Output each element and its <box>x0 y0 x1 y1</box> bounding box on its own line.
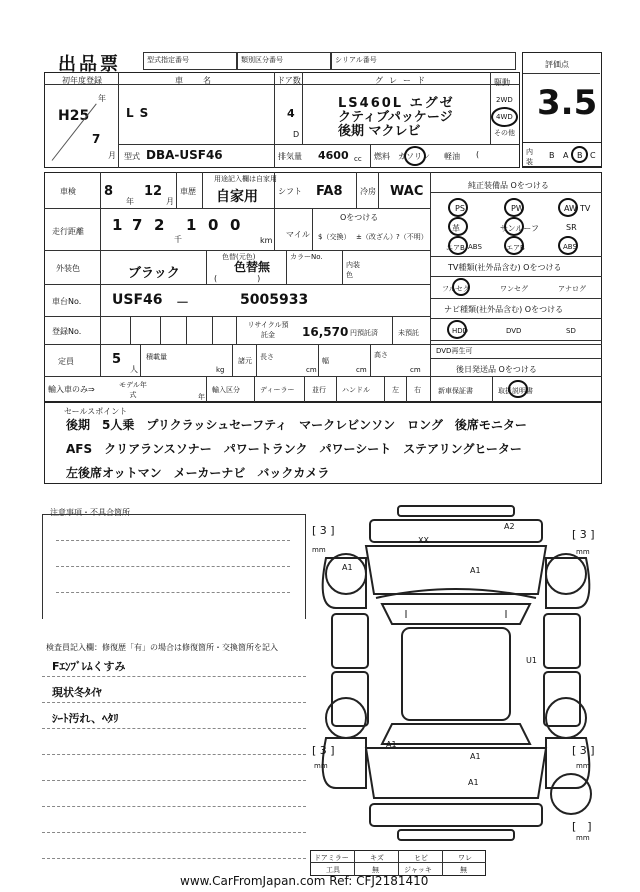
note-line <box>42 728 306 729</box>
opt-sunroof-circle <box>504 217 524 236</box>
opt-abs2: ABS <box>563 243 577 251</box>
bracket-lr-mm: mm <box>314 762 328 770</box>
opt-airbag: エアB <box>446 244 465 252</box>
bt-header-crack: ヒビ <box>414 854 428 862</box>
nav-hdd-circle <box>447 320 467 339</box>
mileage-label: 走行距離 <box>52 227 84 236</box>
tv-title: TV種類(社外品含む) Oをつける <box>448 263 562 272</box>
note-line <box>56 540 290 541</box>
insp-month-unit: 月 <box>166 197 174 206</box>
trunk <box>366 748 546 798</box>
right-front-wheel <box>546 554 586 594</box>
import-year: 年 <box>198 393 205 401</box>
bt-tools-value: 無 <box>372 866 379 874</box>
tv-fullseg: フルセグ <box>442 285 470 293</box>
mark-u1: U1 <box>526 656 537 665</box>
note-line <box>56 592 290 593</box>
capacity-unit: 人 <box>130 365 138 374</box>
fuel-gas: ガソリン <box>398 152 430 161</box>
opt-sunroof: サンルーフ <box>500 224 539 233</box>
sales-line-2: AFS クリアランスソナー パワートランク パワーシート ステアリングヒーター <box>66 442 522 456</box>
mileage-digit-2: 7 <box>132 216 143 234</box>
spare-wheel <box>551 774 591 814</box>
displacement: 4600 <box>318 149 349 162</box>
import-label: 輸入車のみ⇒ <box>48 385 95 394</box>
opt-abs: ABS <box>468 243 482 251</box>
chassis-number: 5005933 <box>240 292 309 308</box>
mileage-digit-3: 2 <box>154 216 165 234</box>
sales-points-label: セールスポイント <box>64 407 128 416</box>
model-year: モデル年式 <box>119 381 147 399</box>
drive-4wd-circle <box>491 107 518 127</box>
recycle-label: リサイクル預託金 <box>247 321 289 339</box>
mileage-thousand: 千 <box>174 235 182 244</box>
import-type: 輸入区分 <box>212 386 240 394</box>
year-unit: 年 <box>98 94 106 103</box>
bt-jack: ジャッキ <box>404 866 432 874</box>
fuel-diesel: 軽油 <box>444 152 460 161</box>
left-front-wheel <box>326 554 366 594</box>
handle: ハンドル <box>342 386 370 394</box>
doors-label: ドア数 <box>277 76 301 85</box>
hood <box>366 546 546 594</box>
nav-sd: SD <box>566 327 576 335</box>
mark-a1-hood: A1 <box>470 566 481 575</box>
interior-grade-c: C <box>590 151 596 160</box>
car-name-label: 車名 <box>175 76 231 85</box>
bt-jack-value: 無 <box>460 866 467 874</box>
mileage-digit-4: 1 <box>186 216 197 234</box>
recycle: 16,570 <box>302 325 349 339</box>
mileage-opt-exchange: $（交換） <box>318 233 351 241</box>
windshield <box>382 604 530 624</box>
color-label: 外装色 <box>56 264 80 273</box>
chassis-dash: － <box>176 296 190 311</box>
opt-abs2-circle <box>558 236 578 255</box>
note-line <box>56 566 290 567</box>
note-line <box>42 858 306 859</box>
header-field-1: 型式指定番号 <box>143 52 237 70</box>
opt-airbag-circle <box>448 236 468 255</box>
insp-month: 12 <box>144 184 163 199</box>
mark-a2: A2 <box>504 522 515 531</box>
repaint-label: 色替(元色) <box>222 253 256 261</box>
bt-header-mirror: ドアミラー <box>314 854 349 862</box>
usage-label: 車歴 <box>180 187 196 196</box>
opt-pw: PW <box>511 204 524 213</box>
front-panel <box>370 520 542 542</box>
drive-label: 駆動 <box>494 78 510 87</box>
drive-2wd: 2WD <box>496 96 513 104</box>
unpaid: 未預託 <box>398 329 419 337</box>
model: DBA-USF46 <box>146 148 223 162</box>
interior-color-label: 内装色 <box>346 261 360 279</box>
fuel-label: 燃料 <box>374 152 390 161</box>
grade-line3: 後期 マクレビ <box>338 124 421 139</box>
header-field-2: 類別区分番号 <box>237 52 331 70</box>
handle-right: 右 <box>414 386 421 394</box>
nav-dvd: DVD <box>506 327 522 335</box>
nav-title: ナビ種類(社外品含む) Oをつける <box>444 305 564 314</box>
drive-4wd: 4WD <box>496 113 513 121</box>
ac: WAC <box>390 184 424 199</box>
interior-circle <box>571 146 588 163</box>
height-cm: cm <box>410 366 421 374</box>
warranty: 新車保証書 <box>438 387 473 395</box>
mileage-digit-5: 0 <box>208 216 219 234</box>
front-bumper <box>398 506 514 516</box>
reg-month: 7 <box>92 132 101 146</box>
color-no-label: カラーNo. <box>290 253 323 261</box>
displacement-label: 排気量 <box>278 152 302 161</box>
paren: ( <box>476 150 480 159</box>
opt-ps-circle <box>448 198 468 217</box>
width-label: 幅 <box>322 357 329 365</box>
mileage-km: km <box>260 236 273 245</box>
length-label: 長さ <box>260 353 274 361</box>
note-3: ｼｰﾄ汚れ、ﾍﾀﾘ <box>52 712 119 725</box>
interior-grade-b1: B <box>549 151 555 160</box>
color-value: ブラック <box>128 266 180 281</box>
load-label: 積載量 <box>146 353 167 361</box>
score-value: 3.5 <box>537 83 598 123</box>
tv-analog: アナログ <box>558 285 586 293</box>
grade-line1: LS460L エグゼ <box>338 96 455 111</box>
chassis-prefix: USF46 <box>112 292 163 308</box>
sales-line-1: 後期 5人乗 プリクラッシュセーフティ マークレビンソン ロング 後席モニター <box>66 418 527 432</box>
bracket-lf: [ 3 ] <box>312 524 335 537</box>
left-front-door <box>332 614 368 668</box>
nav-hdd: HDD <box>452 327 469 335</box>
notes-label: 注意事項・不具合箇所 <box>50 508 130 517</box>
later-label: 後日発送品 Oをつける <box>456 365 537 374</box>
bt-tools: 工具 <box>326 866 340 874</box>
mark-a1-lf: A1 <box>342 563 353 572</box>
model-label: 型式 <box>124 152 140 161</box>
opt-pw-circle <box>504 198 524 217</box>
usage-top: 用途記入欄は自家用 <box>214 175 277 183</box>
bt-header-scratch: キズ <box>370 854 384 862</box>
capacity-label: 定員 <box>58 357 74 366</box>
opt-aw: AW <box>564 204 577 213</box>
opt-ps: PS <box>455 204 465 213</box>
fuel-circle <box>404 146 426 166</box>
length-cm: cm <box>306 366 317 374</box>
doors-sub: D <box>293 130 300 139</box>
note-line <box>42 780 306 781</box>
note-1: Fｴﾝﾌﾞﾚﾑくすみ <box>52 660 126 673</box>
footer-ref: www.CarFromJapan.com Ref: CFJ2181410 <box>180 874 429 888</box>
ac-label: 冷房 <box>360 187 376 196</box>
mileage-digit-1: 1 <box>112 216 123 234</box>
drive-other: その他 <box>494 129 515 137</box>
first-reg-label: 初年度登録 <box>62 76 102 85</box>
manual-circle <box>508 380 528 398</box>
form-title: 出品票 <box>58 54 121 75</box>
tv-oneseg: ワンセグ <box>500 285 528 293</box>
note-2: 現状冬ﾀｲﾔ <box>52 686 102 699</box>
capacity: 5 <box>112 352 122 367</box>
bracket-spare: [ ] <box>572 820 592 833</box>
mark-a1-rear: A1 <box>468 778 479 787</box>
insp-year: 8 <box>104 184 114 199</box>
opt-airbag2: エアB <box>506 244 525 252</box>
interior-box <box>522 142 602 168</box>
note-line <box>42 832 306 833</box>
repaint: 色替無 <box>234 260 271 274</box>
bracket-spare-mm: mm <box>576 834 590 842</box>
opt-aw-circle <box>558 198 578 217</box>
mile-label: マイル <box>286 230 310 239</box>
bracket-lr: [ 3 ] <box>312 744 335 757</box>
tv-fullseg-circle <box>452 278 470 296</box>
car-diagram <box>306 498 606 850</box>
opt-sr: SR <box>566 223 577 232</box>
mark-xx: XX <box>418 536 429 545</box>
mileage-digit-6: 0 <box>230 216 241 234</box>
chassis-label: 車台No. <box>52 297 82 306</box>
mileage-opt-unknown: ?（不明） <box>396 233 428 241</box>
note-line <box>42 702 306 703</box>
rear-window <box>382 724 530 744</box>
doors: 4 <box>287 107 295 120</box>
opt-airbag2-circle <box>504 236 524 255</box>
height-label: 高さ <box>374 351 388 359</box>
bracket-rr-mm: mm <box>576 762 590 770</box>
shift-label: シフト <box>278 187 302 196</box>
cc-unit: cc <box>354 155 362 163</box>
header-field-3: シリアル番号 <box>331 52 516 70</box>
bracket-lf-mm: mm <box>312 546 326 554</box>
rear-panel <box>370 804 542 826</box>
options-title: 純正装備品 Oをつける <box>468 181 549 190</box>
note-line <box>42 676 306 677</box>
insp-year-unit: 年 <box>126 197 134 206</box>
right-front-door <box>544 614 580 668</box>
car-name: LS <box>126 106 155 120</box>
note-line <box>42 754 306 755</box>
reg-era: H25 <box>58 108 90 124</box>
registration-label: 登録No. <box>52 327 82 336</box>
usage: 自家用 <box>216 189 258 205</box>
bt-header-break: ワレ <box>458 854 472 862</box>
manual: 取扱説明書 <box>498 387 533 395</box>
bracket-rf-mm: mm <box>576 548 590 556</box>
dealer: ディーラー <box>260 386 295 394</box>
mark-a1-trunk: A1 <box>470 752 481 761</box>
mileage-circle-label: Oをつける <box>340 213 379 222</box>
kg: kg <box>216 366 225 374</box>
month-unit: 月 <box>108 151 116 160</box>
opt-leather-circle <box>448 217 468 236</box>
handle-left: 左 <box>392 386 399 394</box>
interior-label: 内装 <box>526 148 533 166</box>
grade-label: グレード <box>375 76 431 85</box>
inspector-label: 検査員記入欄：修復歴「有」の場合は修復箇所・交換箇所を記入 <box>46 643 278 652</box>
inspection-label: 車検 <box>60 187 76 196</box>
mileage-opt-tampered: ±（改ざん） <box>356 233 397 241</box>
note-line <box>42 806 306 807</box>
parallel: 並行 <box>312 386 326 394</box>
opt-leather: 革 <box>452 224 460 233</box>
interior-grade-a: A <box>563 151 569 160</box>
shift: FA8 <box>316 184 343 199</box>
weight-label: 諸元 <box>238 357 252 365</box>
dvd-label: DVD再生可 <box>436 347 473 355</box>
bracket-rr: [ 3 ] <box>572 744 595 757</box>
score-label: 評価点 <box>545 60 569 69</box>
opt-tv: TV <box>580 204 591 213</box>
rear-bumper <box>398 830 514 840</box>
roof <box>402 628 510 720</box>
width-cm: cm <box>356 366 367 374</box>
grade-line2: クティブパッケージ <box>338 110 453 125</box>
sales-line-3: 左後席オットマン メーカーナビ バックカメラ <box>66 466 330 480</box>
mark-a1-lr: A1 <box>386 740 397 749</box>
repaint-paren: ( ) <box>214 274 261 283</box>
recycle-unit: 円預託済 <box>350 329 378 337</box>
bracket-rf: [ 3 ] <box>572 528 595 541</box>
interior-grade-b2: B <box>577 151 583 160</box>
